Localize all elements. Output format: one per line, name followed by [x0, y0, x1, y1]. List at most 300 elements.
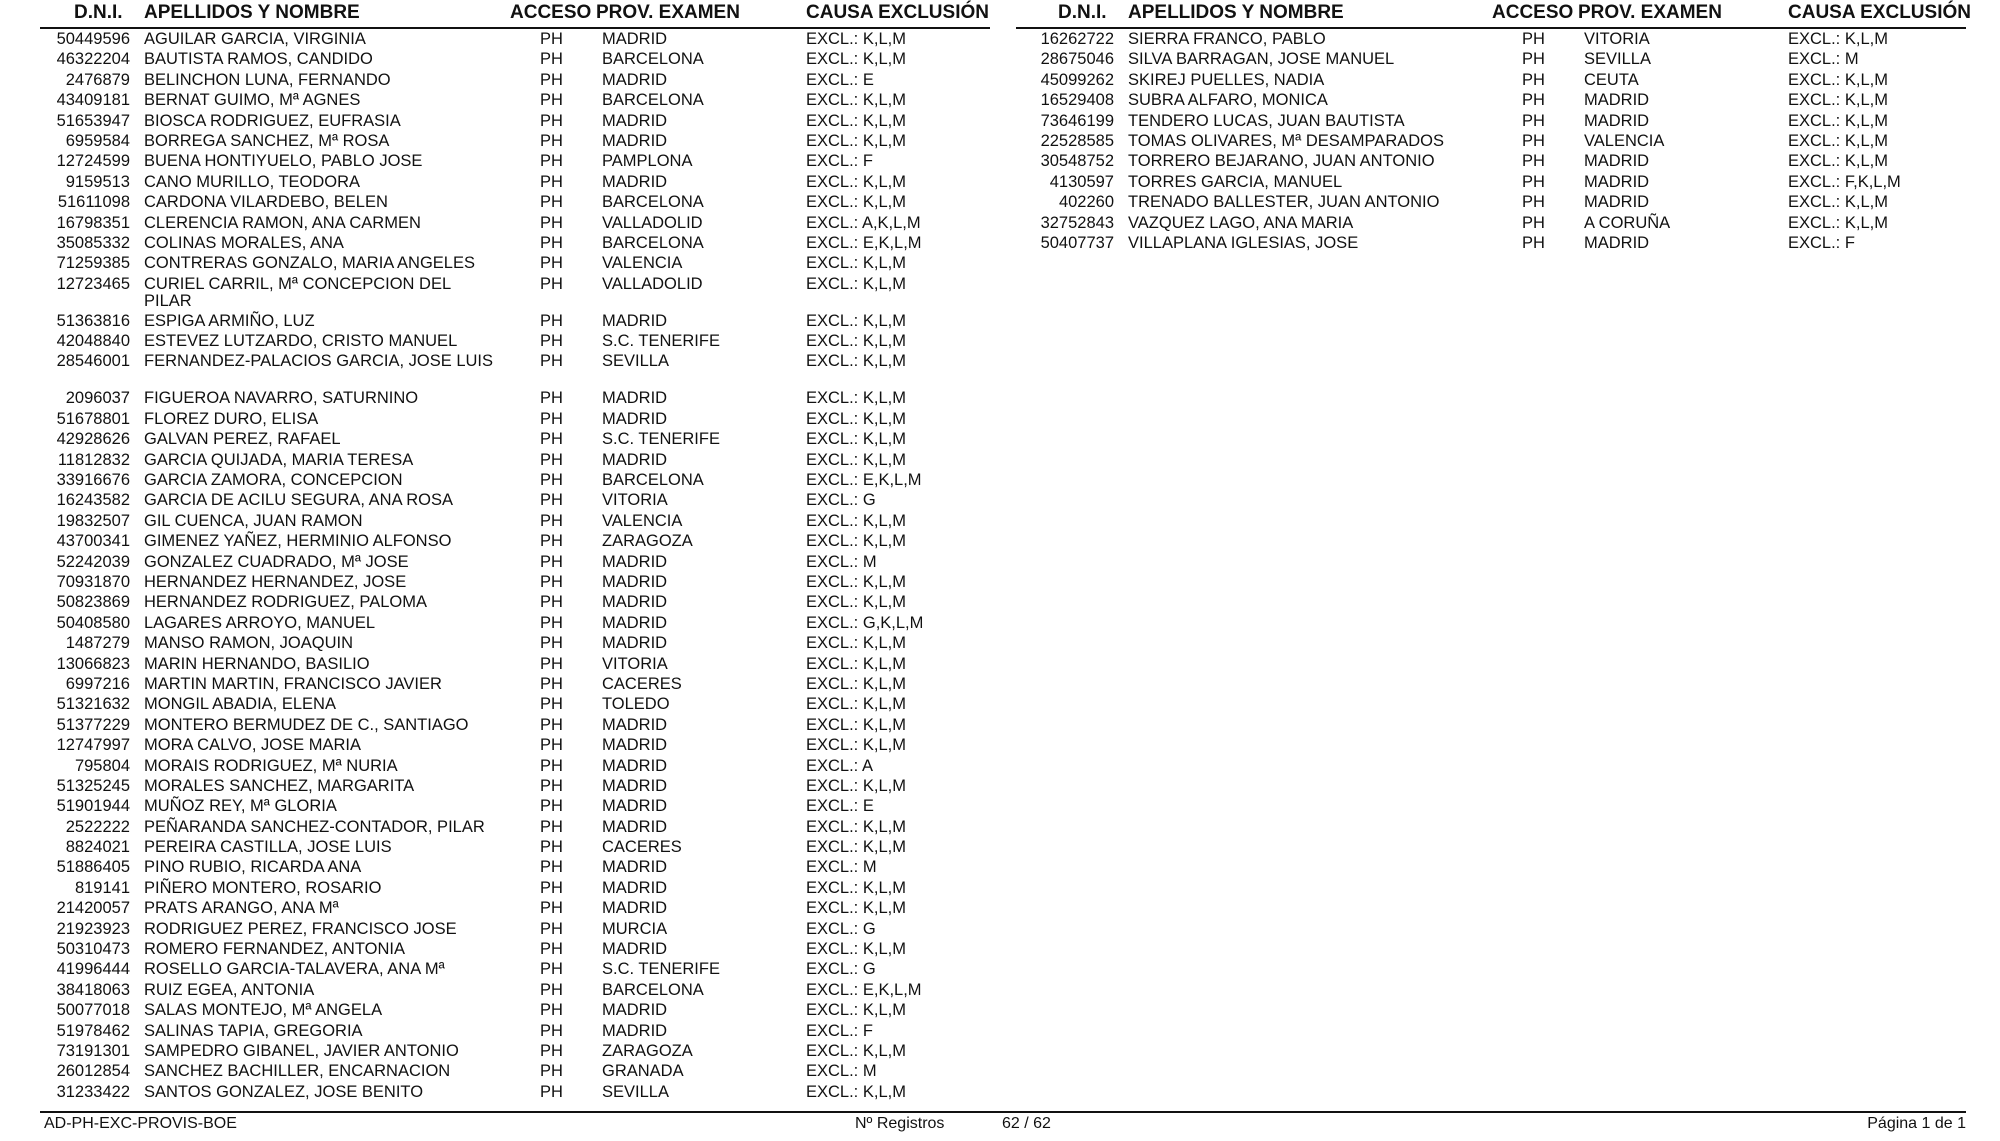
table-body-left: [40, 29, 990, 1102]
prov-cell: SEVILLA: [602, 1082, 669, 1101]
left-listing: [40, 0, 990, 1102]
acceso-cell: PH: [1522, 152, 1545, 171]
acceso-cell: PH: [540, 593, 563, 612]
acceso-cell: PH: [540, 715, 563, 734]
table-row: [40, 450, 990, 470]
name-cell: BUENA HONTIYUELO, PABLO JOSE: [144, 152, 423, 171]
name-cell: SIERRA FRANCO, PABLO: [1128, 30, 1326, 48]
table-row: [1016, 213, 1966, 233]
acceso-cell: PH: [540, 233, 563, 252]
causa-cell: EXCL.: K,L,M: [1788, 30, 1888, 48]
prov-cell: MADRID: [602, 1021, 668, 1040]
causa-cell: EXCL.: K,L,M: [806, 193, 906, 212]
dni-cell: 51611098: [57, 193, 130, 212]
name-cell: CURIEL CARRIL, Mª CONCEPCION DEL PILAR: [144, 274, 451, 311]
name-cell: BIOSCA RODRIGUEZ, EUFRASIA: [144, 111, 401, 130]
dni-cell: 795804: [74, 756, 130, 775]
prov-cell: MADRID: [602, 593, 668, 612]
causa-cell: EXCL.: K,L,M: [806, 593, 906, 612]
dni-cell: 16529408: [1040, 91, 1114, 110]
prov-cell: A CORUÑA: [1584, 213, 1671, 232]
name-cell: GIL CUENCA, JUAN RAMON: [144, 511, 363, 530]
header-name: APELLIDOS Y NOMBRE: [144, 2, 360, 23]
header-acceso: ACCESO: [1492, 2, 1574, 23]
name-cell: MORALES SANCHEZ, MARGARITA: [144, 776, 415, 795]
name-cell: FLOREZ DURO, ELISA: [144, 409, 319, 428]
acceso-cell: PH: [540, 91, 563, 110]
causa-cell: EXCL.: M: [1788, 50, 1859, 69]
causa-cell: EXCL.: K,L,M: [806, 450, 906, 469]
table-row: [40, 959, 990, 979]
acceso-cell: PH: [540, 471, 563, 490]
acceso-cell: PH: [540, 919, 563, 938]
acceso-cell: PH: [540, 960, 563, 979]
acceso-cell: PH: [540, 389, 563, 408]
causa-cell: EXCL.: K,L,M: [806, 30, 906, 48]
prov-cell: SEVILLA: [1584, 50, 1651, 69]
table-row: [40, 898, 990, 918]
table-row: [40, 552, 990, 572]
name-cell: COLINAS MORALES, ANA: [144, 233, 344, 252]
causa-cell: EXCL.: A,K,L,M: [806, 213, 921, 232]
table-row: [40, 694, 990, 714]
table-row: [40, 470, 990, 490]
prov-cell: TOLEDO: [602, 695, 670, 714]
dni-cell: 33916676: [56, 471, 130, 490]
table-row: [40, 857, 990, 877]
prov-cell: MADRID: [1584, 91, 1650, 110]
name-cell: BERNAT GUIMO, Mª AGNES: [144, 91, 361, 110]
name-cell: ESPIGA ARMIÑO, LUZ: [144, 311, 315, 330]
header-causa: CAUSA EXCLUSIÓN: [1788, 2, 1971, 23]
records-count: 62 / 62: [1002, 1115, 1051, 1132]
table-row: [40, 756, 990, 776]
acceso-cell: PH: [540, 409, 563, 428]
prov-cell: MADRID: [602, 572, 668, 591]
name-cell: SALINAS TAPIA, GREGORIA: [144, 1021, 363, 1040]
causa-cell: EXCL.: F: [806, 1021, 873, 1040]
causa-cell: EXCL.: K,L,M: [1788, 131, 1888, 150]
prov-cell: MADRID: [602, 878, 668, 897]
table-row: [40, 715, 990, 735]
name-cell: FERNANDEZ-PALACIOS GARCIA, JOSE LUIS: [144, 352, 494, 371]
name-cell: PINO RUBIO, RICARDA ANA: [144, 858, 362, 877]
acceso-cell: PH: [540, 332, 563, 351]
acceso-cell: PH: [540, 572, 563, 591]
page-number: Página 1 de 1: [1867, 1115, 1966, 1132]
causa-cell: EXCL.: K,L,M: [806, 172, 906, 191]
name-cell: SALAS MONTEJO, Mª ANGELA: [144, 1001, 383, 1020]
causa-cell: EXCL.: A: [806, 756, 873, 775]
acceso-cell: PH: [540, 70, 563, 89]
acceso-cell: PH: [540, 736, 563, 755]
dni-cell: 50310473: [56, 940, 130, 959]
table-row: [40, 837, 990, 857]
causa-cell: EXCL.: E: [806, 797, 874, 816]
dni-cell: 51886405: [56, 858, 130, 877]
table-row: [40, 429, 990, 449]
table-row: [1016, 49, 1966, 69]
dni-cell: 13066823: [56, 654, 130, 673]
table-row: [40, 572, 990, 592]
name-cell: SUBRA ALFARO, MONICA: [1128, 91, 1328, 110]
acceso-cell: PH: [540, 274, 563, 293]
causa-cell: EXCL.: K,L,M: [1788, 70, 1888, 89]
prov-cell: MADRID: [602, 450, 668, 469]
dni-cell: 51978462: [56, 1021, 130, 1040]
name-cell: GONZALEZ CUADRADO, Mª JOSE: [144, 552, 409, 571]
table-row: [1016, 111, 1966, 131]
dni-cell: 31233422: [56, 1082, 130, 1101]
dni-cell: 51678801: [56, 409, 130, 428]
table-row: [40, 878, 990, 898]
table-row: [1016, 151, 1966, 171]
prov-cell: CACERES: [602, 838, 682, 857]
prov-cell: S.C. TENERIFE: [602, 430, 720, 449]
causa-cell: EXCL.: K,L,M: [806, 817, 906, 836]
name-cell: CLERENCIA RAMON, ANA CARMEN: [144, 213, 421, 232]
prov-cell: MADRID: [602, 70, 668, 89]
dni-cell: 51901944: [56, 797, 130, 816]
dni-cell: 26012854: [56, 1062, 130, 1081]
table-row: [40, 980, 990, 1000]
table-row: [40, 511, 990, 531]
header-prov: PROV. EXAMEN: [1578, 2, 1722, 23]
acceso-cell: PH: [540, 172, 563, 191]
prov-cell: BARCELONA: [602, 471, 704, 490]
table-row: [40, 70, 990, 90]
name-cell: MARIN HERNANDO, BASILIO: [144, 654, 370, 673]
table-row: [40, 311, 990, 331]
causa-cell: EXCL.: F: [806, 152, 873, 171]
prov-cell: MADRID: [602, 776, 668, 795]
prov-cell: PAMPLONA: [602, 152, 693, 171]
acceso-cell: PH: [540, 511, 563, 530]
name-cell: GALVAN PEREZ, RAFAEL: [144, 430, 341, 449]
prov-cell: MADRID: [602, 111, 668, 130]
causa-cell: EXCL.: K,L,M: [806, 532, 906, 551]
acceso-cell: PH: [540, 695, 563, 714]
table-row: [40, 233, 990, 253]
acceso-cell: PH: [540, 776, 563, 795]
dni-cell: 28546001: [56, 352, 130, 371]
prov-cell: BARCELONA: [602, 193, 704, 212]
dni-cell: 6959584: [65, 131, 130, 150]
dni-cell: 71259385: [56, 254, 130, 273]
name-cell: MONTERO BERMUDEZ DE C., SANTIAGO: [144, 715, 469, 734]
name-cell: CARDONA VILARDEBO, BELEN: [144, 193, 388, 212]
prov-cell: MADRID: [1584, 172, 1650, 191]
name-cell: MORA CALVO, JOSE MARIA: [144, 736, 361, 755]
acceso-cell: PH: [540, 152, 563, 171]
name-cell: ROMERO FERNANDEZ, ANTONIA: [144, 940, 405, 959]
dni-cell: 22528585: [1040, 131, 1114, 150]
causa-cell: EXCL.: K,L,M: [806, 91, 906, 110]
name-cell: TRENADO BALLESTER, JUAN ANTONIO: [1128, 193, 1440, 212]
causa-cell: EXCL.: K,L,M: [806, 1041, 906, 1060]
prov-cell: MADRID: [602, 736, 668, 755]
causa-cell: EXCL.: E: [806, 70, 874, 89]
dni-cell: 28675046: [1040, 50, 1114, 69]
causa-cell: EXCL.: K,L,M: [806, 654, 906, 673]
causa-cell: EXCL.: G,K,L,M: [806, 613, 924, 632]
acceso-cell: PH: [1522, 172, 1545, 191]
causa-cell: EXCL.: K,L,M: [806, 940, 906, 959]
table-row: [40, 735, 990, 755]
dni-cell: 12723465: [56, 274, 130, 293]
dni-cell: 70931870: [56, 572, 130, 591]
acceso-cell: PH: [540, 491, 563, 510]
table-row: [1016, 29, 1966, 49]
causa-cell: EXCL.: K,L,M: [1788, 213, 1888, 232]
name-cell: MANSO RAMON, JOAQUIN: [144, 634, 354, 653]
table-row: [40, 253, 990, 273]
dni-cell: 16243582: [56, 491, 130, 510]
name-cell: SKIREJ PUELLES, NADIA: [1128, 70, 1325, 89]
table-row: [40, 939, 990, 959]
name-cell: PRATS ARANGO, ANA Mª: [144, 899, 339, 918]
dni-cell: 38418063: [56, 980, 130, 999]
acceso-cell: PH: [1522, 91, 1545, 110]
acceso-cell: PH: [540, 131, 563, 150]
report-code: AD-PH-EXC-PROVIS-BOE: [44, 1115, 237, 1132]
name-cell: GARCIA DE ACILU SEGURA, ANA ROSA: [144, 491, 454, 510]
acceso-cell: PH: [540, 254, 563, 273]
dni-cell: 4130597: [1049, 172, 1114, 191]
causa-cell: EXCL.: K,L,M: [806, 254, 906, 273]
acceso-cell: PH: [1522, 30, 1545, 48]
name-cell: SANTOS GONZALEZ, JOSE BENITO: [144, 1082, 424, 1101]
name-cell: LAGARES ARROYO, MANUEL: [144, 613, 376, 632]
name-cell: BAUTISTA RAMOS, CANDIDO: [144, 50, 373, 69]
table-row: [40, 90, 990, 110]
acceso-cell: PH: [540, 878, 563, 897]
acceso-cell: PH: [540, 311, 563, 330]
prov-cell: MADRID: [602, 409, 668, 428]
dni-cell: 42048840: [56, 332, 130, 351]
causa-cell: EXCL.: K,L,M: [1788, 152, 1888, 171]
table-row: [1016, 90, 1966, 110]
name-cell: PEÑARANDA SANCHEZ-CONTADOR, PILAR: [144, 817, 485, 836]
table-row: [40, 111, 990, 131]
causa-cell: EXCL.: K,L,M: [806, 511, 906, 530]
name-cell: FIGUEROA NAVARRO, SATURNINO: [144, 389, 419, 408]
page-footer: [40, 1111, 1966, 1141]
prov-cell: MURCIA: [602, 919, 668, 938]
name-cell: GARCIA QUIJADA, MARIA TERESA: [144, 450, 414, 469]
prov-cell: VITORIA: [602, 491, 668, 510]
causa-cell: EXCL.: K,L,M: [806, 131, 906, 150]
prov-cell: MADRID: [602, 817, 668, 836]
name-cell: ROSELLO GARCIA-TALAVERA, ANA Mª: [144, 960, 445, 979]
causa-cell: EXCL.: G: [806, 960, 876, 979]
dni-cell: 51377229: [56, 715, 130, 734]
prov-cell: MADRID: [602, 715, 668, 734]
name-cell: TOMAS OLIVARES, Mª DESAMPARADOS: [1128, 131, 1445, 150]
acceso-cell: PH: [540, 756, 563, 775]
table-row: [40, 172, 990, 192]
dni-cell: 52242039: [56, 552, 130, 571]
causa-cell: EXCL.: M: [806, 1062, 877, 1081]
causa-cell: EXCL.: E,K,L,M: [806, 233, 922, 252]
name-cell: RUIZ EGEA, ANTONIA: [144, 980, 315, 999]
name-cell: BORREGA SANCHEZ, Mª ROSA: [144, 131, 390, 150]
dni-cell: 46322204: [56, 50, 130, 69]
dni-cell: 50449596: [56, 30, 130, 48]
prov-cell: MADRID: [602, 797, 668, 816]
prov-cell: MADRID: [1584, 193, 1650, 212]
causa-cell: EXCL.: K,L,M: [806, 389, 906, 408]
prov-cell: VALENCIA: [602, 511, 683, 530]
causa-cell: EXCL.: M: [806, 552, 877, 571]
name-cell: PEREIRA CASTILLA, JOSE LUIS: [144, 838, 392, 857]
table-row: [40, 151, 990, 171]
acceso-cell: PH: [540, 980, 563, 999]
table-row: [40, 613, 990, 633]
name-cell: MONGIL ABADIA, ELENA: [144, 695, 336, 714]
prov-cell: BARCELONA: [602, 233, 704, 252]
table-header: [40, 0, 990, 29]
dni-cell: 42928626: [56, 430, 130, 449]
prov-cell: SEVILLA: [602, 352, 669, 371]
dni-cell: 12724599: [56, 152, 130, 171]
causa-cell: EXCL.: K,L,M: [806, 838, 906, 857]
causa-cell: EXCL.: K,L,M: [806, 111, 906, 130]
acceso-cell: PH: [540, 50, 563, 69]
table-row: [40, 49, 990, 69]
acceso-cell: PH: [1522, 111, 1545, 130]
acceso-cell: PH: [540, 674, 563, 693]
causa-cell: EXCL.: K,L,M: [806, 715, 906, 734]
table-row: [1016, 192, 1966, 212]
prov-cell: MADRID: [602, 613, 668, 632]
table-header: [1016, 0, 1971, 29]
causa-cell: EXCL.: K,L,M: [806, 1001, 906, 1020]
name-cell: MORAIS RODRIGUEZ, Mª NURIA: [144, 756, 398, 775]
prov-cell: MADRID: [602, 172, 668, 191]
prov-cell: MADRID: [1584, 233, 1650, 252]
acceso-cell: PH: [540, 30, 563, 48]
table-row: [40, 531, 990, 551]
table-row: [40, 674, 990, 694]
acceso-cell: PH: [540, 899, 563, 918]
table-row: [40, 1021, 990, 1041]
dni-cell: 51653947: [56, 111, 130, 130]
prov-cell: VALENCIA: [1584, 131, 1665, 150]
header-name: APELLIDOS Y NOMBRE: [1128, 2, 1344, 23]
table-row: [40, 1061, 990, 1081]
prov-cell: MADRID: [602, 634, 668, 653]
causa-cell: EXCL.: K,L,M: [806, 776, 906, 795]
dni-cell: 51325245: [56, 776, 130, 795]
dni-cell: 51363816: [56, 311, 130, 330]
causa-cell: EXCL.: K,L,M: [806, 50, 906, 69]
table-row: [40, 654, 990, 674]
causa-cell: EXCL.: K,L,M: [806, 572, 906, 591]
table-row: [40, 1041, 990, 1061]
name-cell: TORRES GARCIA, MANUEL: [1128, 172, 1343, 191]
name-cell: RODRIGUEZ PEREZ, FRANCISCO JOSE: [144, 919, 457, 938]
table-row: [40, 1082, 990, 1102]
prov-cell: VALLADOLID: [602, 213, 703, 232]
table-body-right: [1016, 29, 1966, 253]
prov-cell: MADRID: [602, 311, 668, 330]
name-cell: SILVA BARRAGAN, JOSE MANUEL: [1128, 50, 1395, 69]
causa-cell: EXCL.: K,L,M: [806, 634, 906, 653]
dni-cell: 11812832: [57, 450, 130, 469]
causa-cell: EXCL.: G: [806, 919, 876, 938]
dni-cell: 1487279: [65, 634, 130, 653]
table-row: [40, 351, 990, 388]
dni-cell: 51321632: [56, 695, 130, 714]
table-row: [40, 192, 990, 212]
name-cell: GARCIA ZAMORA, CONCEPCION: [144, 471, 403, 490]
acceso-cell: PH: [540, 858, 563, 877]
acceso-cell: PH: [540, 1062, 563, 1081]
acceso-cell: PH: [540, 193, 563, 212]
dni-cell: 2476879: [65, 70, 130, 89]
name-cell: MARTIN MARTIN, FRANCISCO JAVIER: [144, 674, 442, 693]
records-label: Nº Registros: [855, 1115, 945, 1132]
acceso-cell: PH: [1522, 233, 1545, 252]
right-listing: [1016, 0, 1971, 253]
dni-cell: 50408580: [56, 613, 130, 632]
dni-cell: 30548752: [1040, 152, 1114, 171]
prov-cell: VITORIA: [602, 654, 668, 673]
prov-cell: CACERES: [602, 674, 682, 693]
header-acceso: ACCESO: [510, 2, 592, 23]
causa-cell: EXCL.: K,L,M: [806, 899, 906, 918]
prov-cell: VALLADOLID: [602, 274, 703, 293]
name-cell: HERNANDEZ RODRIGUEZ, PALOMA: [144, 593, 427, 612]
prov-cell: CEUTA: [1584, 70, 1639, 89]
causa-cell: EXCL.: K,L,M: [806, 736, 906, 755]
table-row: [40, 29, 990, 49]
prov-cell: BARCELONA: [602, 91, 704, 110]
causa-cell: EXCL.: K,L,M: [806, 878, 906, 897]
prov-cell: MADRID: [602, 389, 668, 408]
table-row: [1016, 233, 1966, 253]
name-cell: VAZQUEZ LAGO, ANA MARIA: [1128, 213, 1354, 232]
prov-cell: BARCELONA: [602, 50, 704, 69]
causa-cell: EXCL.: E,K,L,M: [806, 980, 922, 999]
dni-cell: 45099262: [1040, 70, 1114, 89]
causa-cell: EXCL.: K,L,M: [806, 274, 906, 293]
table-row: [1016, 131, 1966, 151]
prov-cell: MADRID: [602, 30, 668, 48]
dni-cell: 32752843: [1040, 213, 1114, 232]
header-prov: PROV. EXAMEN: [596, 2, 740, 23]
header-causa: CAUSA EXCLUSIÓN: [806, 2, 989, 23]
acceso-cell: PH: [1522, 131, 1545, 150]
table-row: [40, 776, 990, 796]
acceso-cell: PH: [540, 213, 563, 232]
prov-cell: S.C. TENERIFE: [602, 332, 720, 351]
causa-cell: EXCL.: K,L,M: [1788, 193, 1888, 212]
name-cell: AGUILAR GARCIA, VIRGINIA: [144, 30, 366, 48]
name-cell: TENDERO LUCAS, JUAN BAUTISTA: [1128, 111, 1405, 130]
acceso-cell: PH: [540, 430, 563, 449]
acceso-cell: PH: [540, 838, 563, 857]
table-row: [40, 388, 990, 408]
name-cell: HERNANDEZ HERNANDEZ, JOSE: [144, 572, 407, 591]
causa-cell: EXCL.: G: [806, 491, 876, 510]
table-row: [1016, 172, 1966, 192]
prov-cell: MADRID: [602, 131, 668, 150]
dni-cell: 73191301: [56, 1041, 130, 1060]
prov-cell: S.C. TENERIFE: [602, 960, 720, 979]
prov-cell: GRANADA: [602, 1062, 684, 1081]
